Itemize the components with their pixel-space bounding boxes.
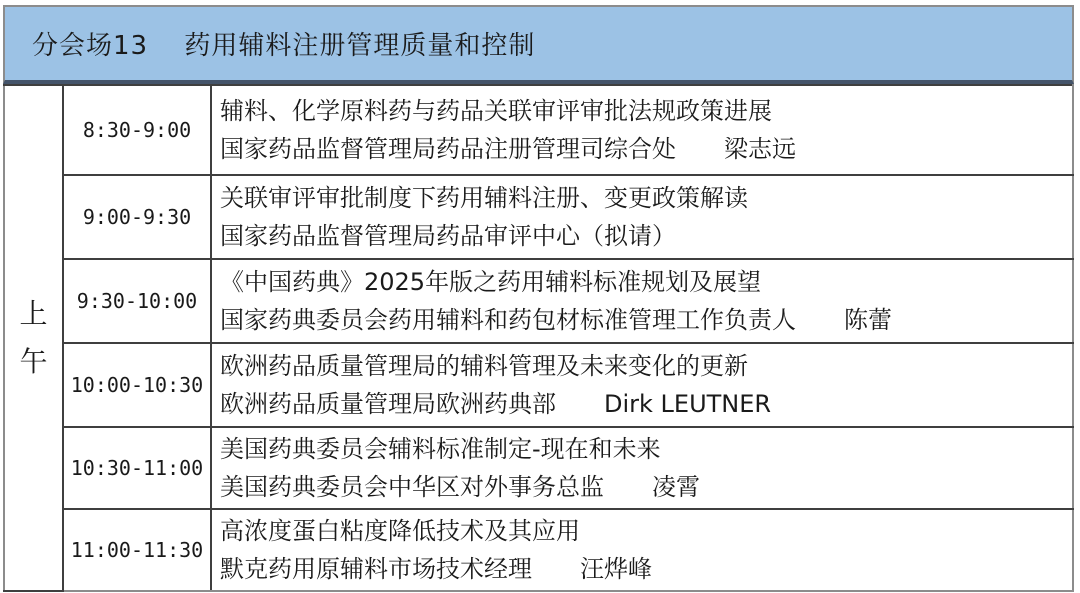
session-speaker: 国家药品监督管理局药品注册管理司综合处 梁志远	[220, 135, 796, 163]
table-row	[4, 259, 1073, 343]
schedule-table	[3, 84, 1074, 592]
schedule-panel	[3, 5, 1074, 592]
session-title: 《中国药典》2025年版之药用辅料标准规划及展望	[220, 268, 762, 296]
session-title: 辅料、化学原料药与药品关联审评审批法规政策进展	[220, 97, 772, 125]
table-row	[4, 175, 1073, 259]
time-cell: 9:30-10:00	[63, 259, 211, 343]
table-row	[4, 343, 1073, 427]
time-cell: 10:30-11:00	[63, 427, 211, 509]
session-speaker: 国家药品监督管理局药品审评中心（拟请）	[220, 222, 676, 250]
session-speaker: 欧洲药品质量管理局欧洲药典部 Dirk LEUTNER	[220, 390, 772, 418]
table-row	[4, 85, 1073, 175]
session-cell	[211, 85, 1073, 175]
table-row	[4, 427, 1073, 509]
session-title: 关联审评审批制度下药用辅料注册、变更政策解读	[220, 184, 748, 212]
session-header-bar	[3, 5, 1074, 84]
session-header-title: 分会场13 药用辅料注册管理质量和控制	[32, 31, 536, 61]
session-title: 欧洲药品质量管理局的辅料管理及未来变化的更新	[220, 352, 748, 380]
table-row	[4, 509, 1073, 591]
session-speaker: 默克药用原辅料市场技术经理 汪烨峰	[220, 555, 652, 583]
time-cell: 10:00-10:30	[63, 343, 211, 427]
session-speaker: 国家药典委员会药用辅料和药包材标准管理工作负责人 陈蕾	[220, 306, 892, 334]
session-cell	[211, 427, 1073, 509]
session-title: 美国药典委员会辅料标准制定-现在和未来	[220, 435, 661, 463]
session-title: 高浓度蛋白粘度降低技术及其应用	[220, 517, 580, 545]
session-cell	[211, 259, 1073, 343]
time-cell: 11:00-11:30	[63, 509, 211, 591]
session-cell	[211, 175, 1073, 259]
time-cell: 9:00-9:30	[63, 175, 211, 259]
time-cell: 8:30-9:00	[63, 85, 211, 175]
session-cell	[211, 343, 1073, 427]
period-label: 上午	[4, 85, 63, 591]
session-speaker: 美国药典委员会中华区对外事务总监 凌霄	[220, 473, 700, 501]
session-cell	[211, 509, 1073, 591]
